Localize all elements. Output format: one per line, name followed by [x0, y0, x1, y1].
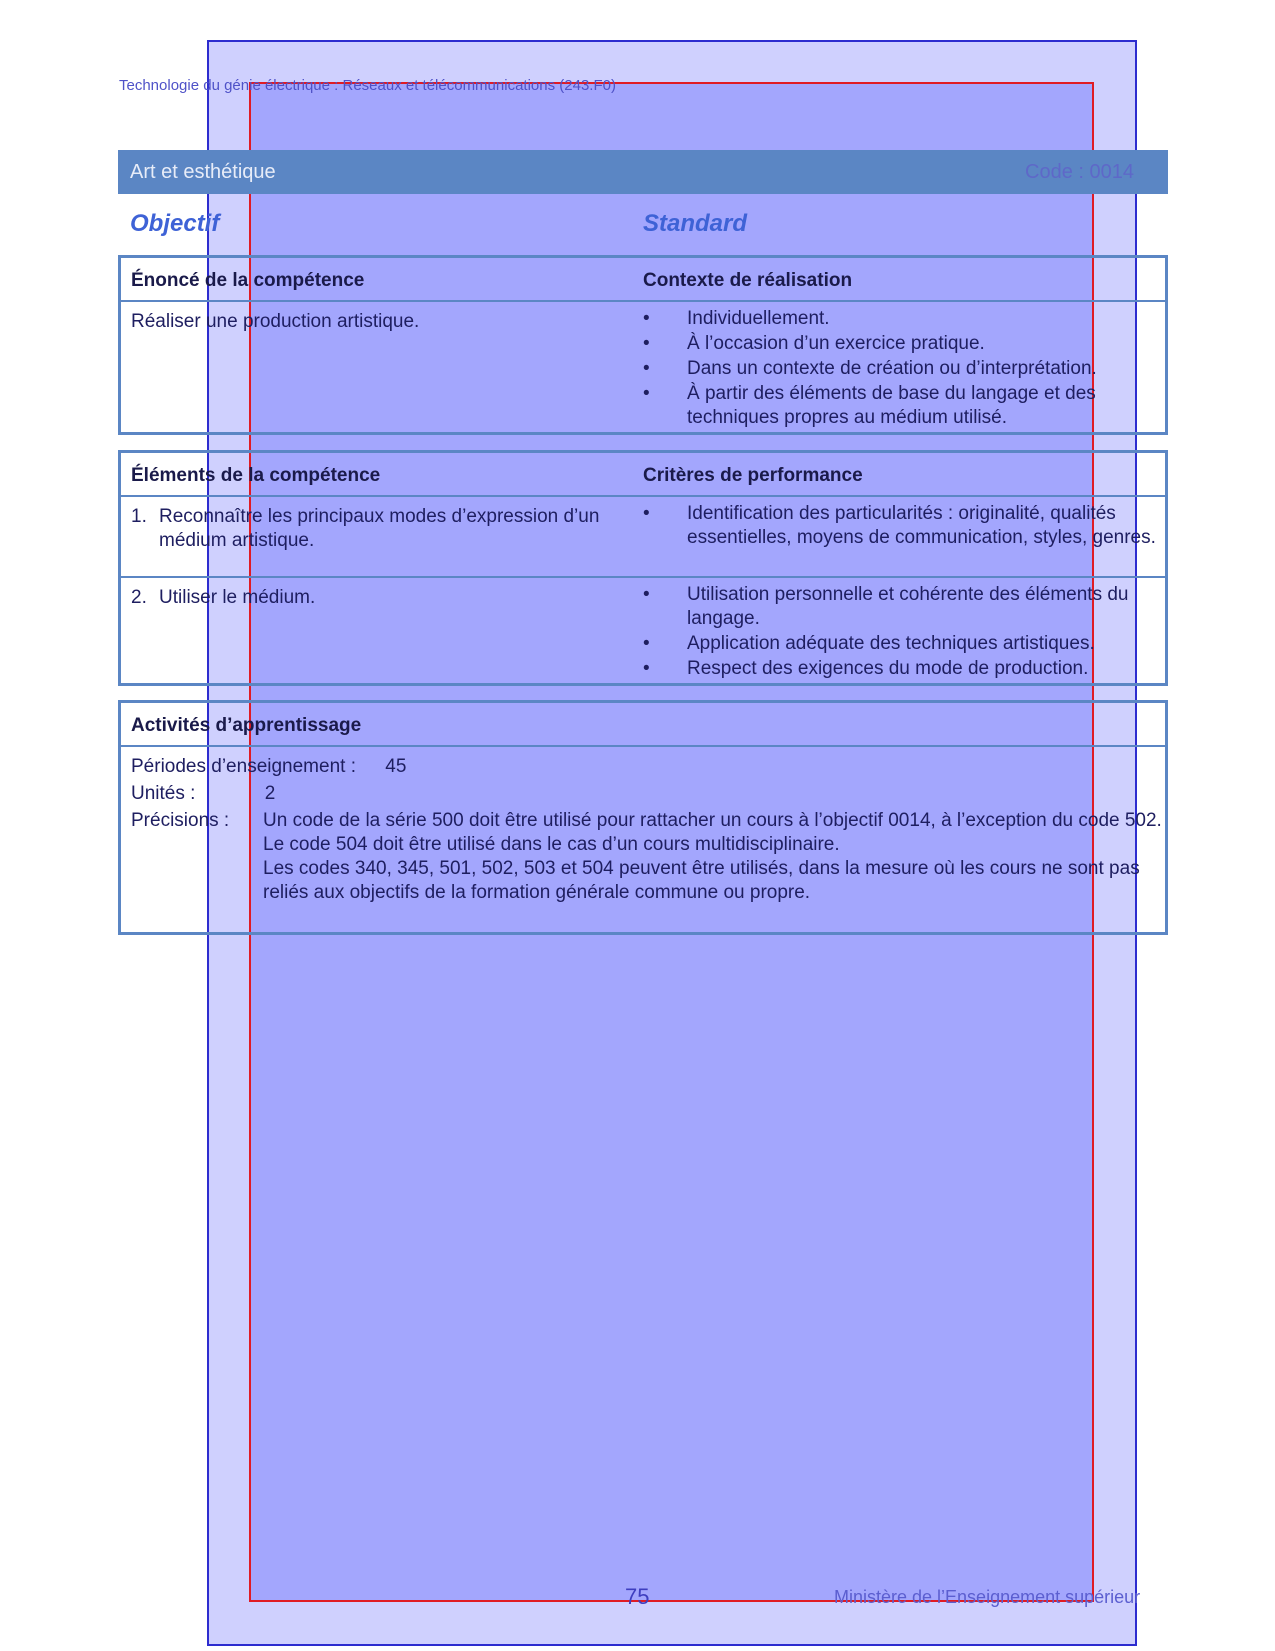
- enonce-header-left: Énoncé de la compétence: [131, 270, 365, 291]
- running-head: Technologie du génie électrique : Réseaux et télécommunications (243.F0): [119, 77, 616, 94]
- criteria-item: • Utilisation personnelle et cohérente des éléments du langage.: [643, 583, 1173, 631]
- activites-header-title: Activités d’apprentissage: [131, 715, 362, 736]
- competency-code: Code : 0014: [1025, 161, 1134, 183]
- unites-label: Unités :: [131, 783, 196, 804]
- context-item: • À partir des éléments de base du langage et des techniques propres au médium utilisé.: [643, 382, 1173, 430]
- title-bar: [118, 150, 1168, 194]
- activites-header: [121, 703, 1165, 747]
- element-number: 2.: [131, 587, 147, 608]
- context-item: • Individuellement.: [643, 307, 1173, 331]
- precision-line: Un code de la série 500 doit être utilisé pour rattacher un cours à l’objectif 0014, à l’exception du code 502.: [263, 810, 1162, 831]
- page-number: 75: [625, 1584, 650, 1609]
- element-row: [121, 497, 1165, 578]
- elements-header-right: Critères de performance: [643, 465, 863, 486]
- column-heading-standard: Standard: [643, 210, 748, 237]
- competency-title: Art et esthétique: [130, 161, 276, 183]
- enonce-statement: Réaliser une production artistique.: [131, 311, 420, 332]
- column-heading-objectif: Objectif: [130, 210, 220, 237]
- precisions-text: [263, 809, 1163, 905]
- element-number: 1.: [131, 506, 147, 527]
- context-list: [643, 307, 1173, 430]
- enonce-header-right: Contexte de réalisation: [643, 270, 853, 291]
- criteria-item: • Identification des particularités : originalité, qualités essentielles, moyens de communication, styles, genres.: [643, 502, 1173, 550]
- context-item: • Dans un contexte de création ou d’interprétation.: [643, 357, 1173, 381]
- unites-value: 2: [264, 783, 276, 804]
- element-text: Utiliser le médium.: [159, 587, 316, 608]
- criteria-list: [643, 502, 1173, 550]
- context-item: • À l’occasion d’un exercice pratique.: [643, 332, 1173, 356]
- element-row: [121, 578, 1165, 688]
- precisions-label: Précisions :: [131, 810, 230, 831]
- elements-header-left: Éléments de la compétence: [131, 465, 381, 486]
- enonce-box: [118, 255, 1168, 435]
- precision-line: Les codes 340, 345, 501, 502, 503 et 504 peuvent être utilisés, dans la mesure où les cours ne sont pas reliés aux objectifs de la formation générale commune ou propre.: [263, 858, 1140, 903]
- unites-row: [131, 782, 275, 806]
- elements-box: [118, 450, 1168, 686]
- precision-line: Le code 504 doit être utilisé dans le cas d’un cours multidisciplinaire.: [263, 834, 840, 855]
- activites-box: [118, 700, 1168, 935]
- enonce-row: [121, 302, 1165, 432]
- criteria-item: • Respect des exigences du mode de production.: [643, 657, 1173, 681]
- enonce-header: [121, 258, 1165, 302]
- element-item: [131, 505, 629, 553]
- element-text: Reconnaître les principaux modes d’expression d’un médium artistique.: [159, 506, 600, 551]
- criteria-list: [643, 583, 1173, 681]
- periodes-label: Périodes d’enseignement :: [131, 756, 356, 777]
- periodes-row: [131, 755, 406, 779]
- elements-header: [121, 453, 1165, 497]
- footer-ministry: Ministère de l’Enseignement supérieur: [834, 1587, 1141, 1607]
- criteria-item: • Application adéquate des techniques artistiques.: [643, 632, 1173, 656]
- periodes-value: 45: [385, 756, 407, 777]
- element-item: [131, 586, 629, 610]
